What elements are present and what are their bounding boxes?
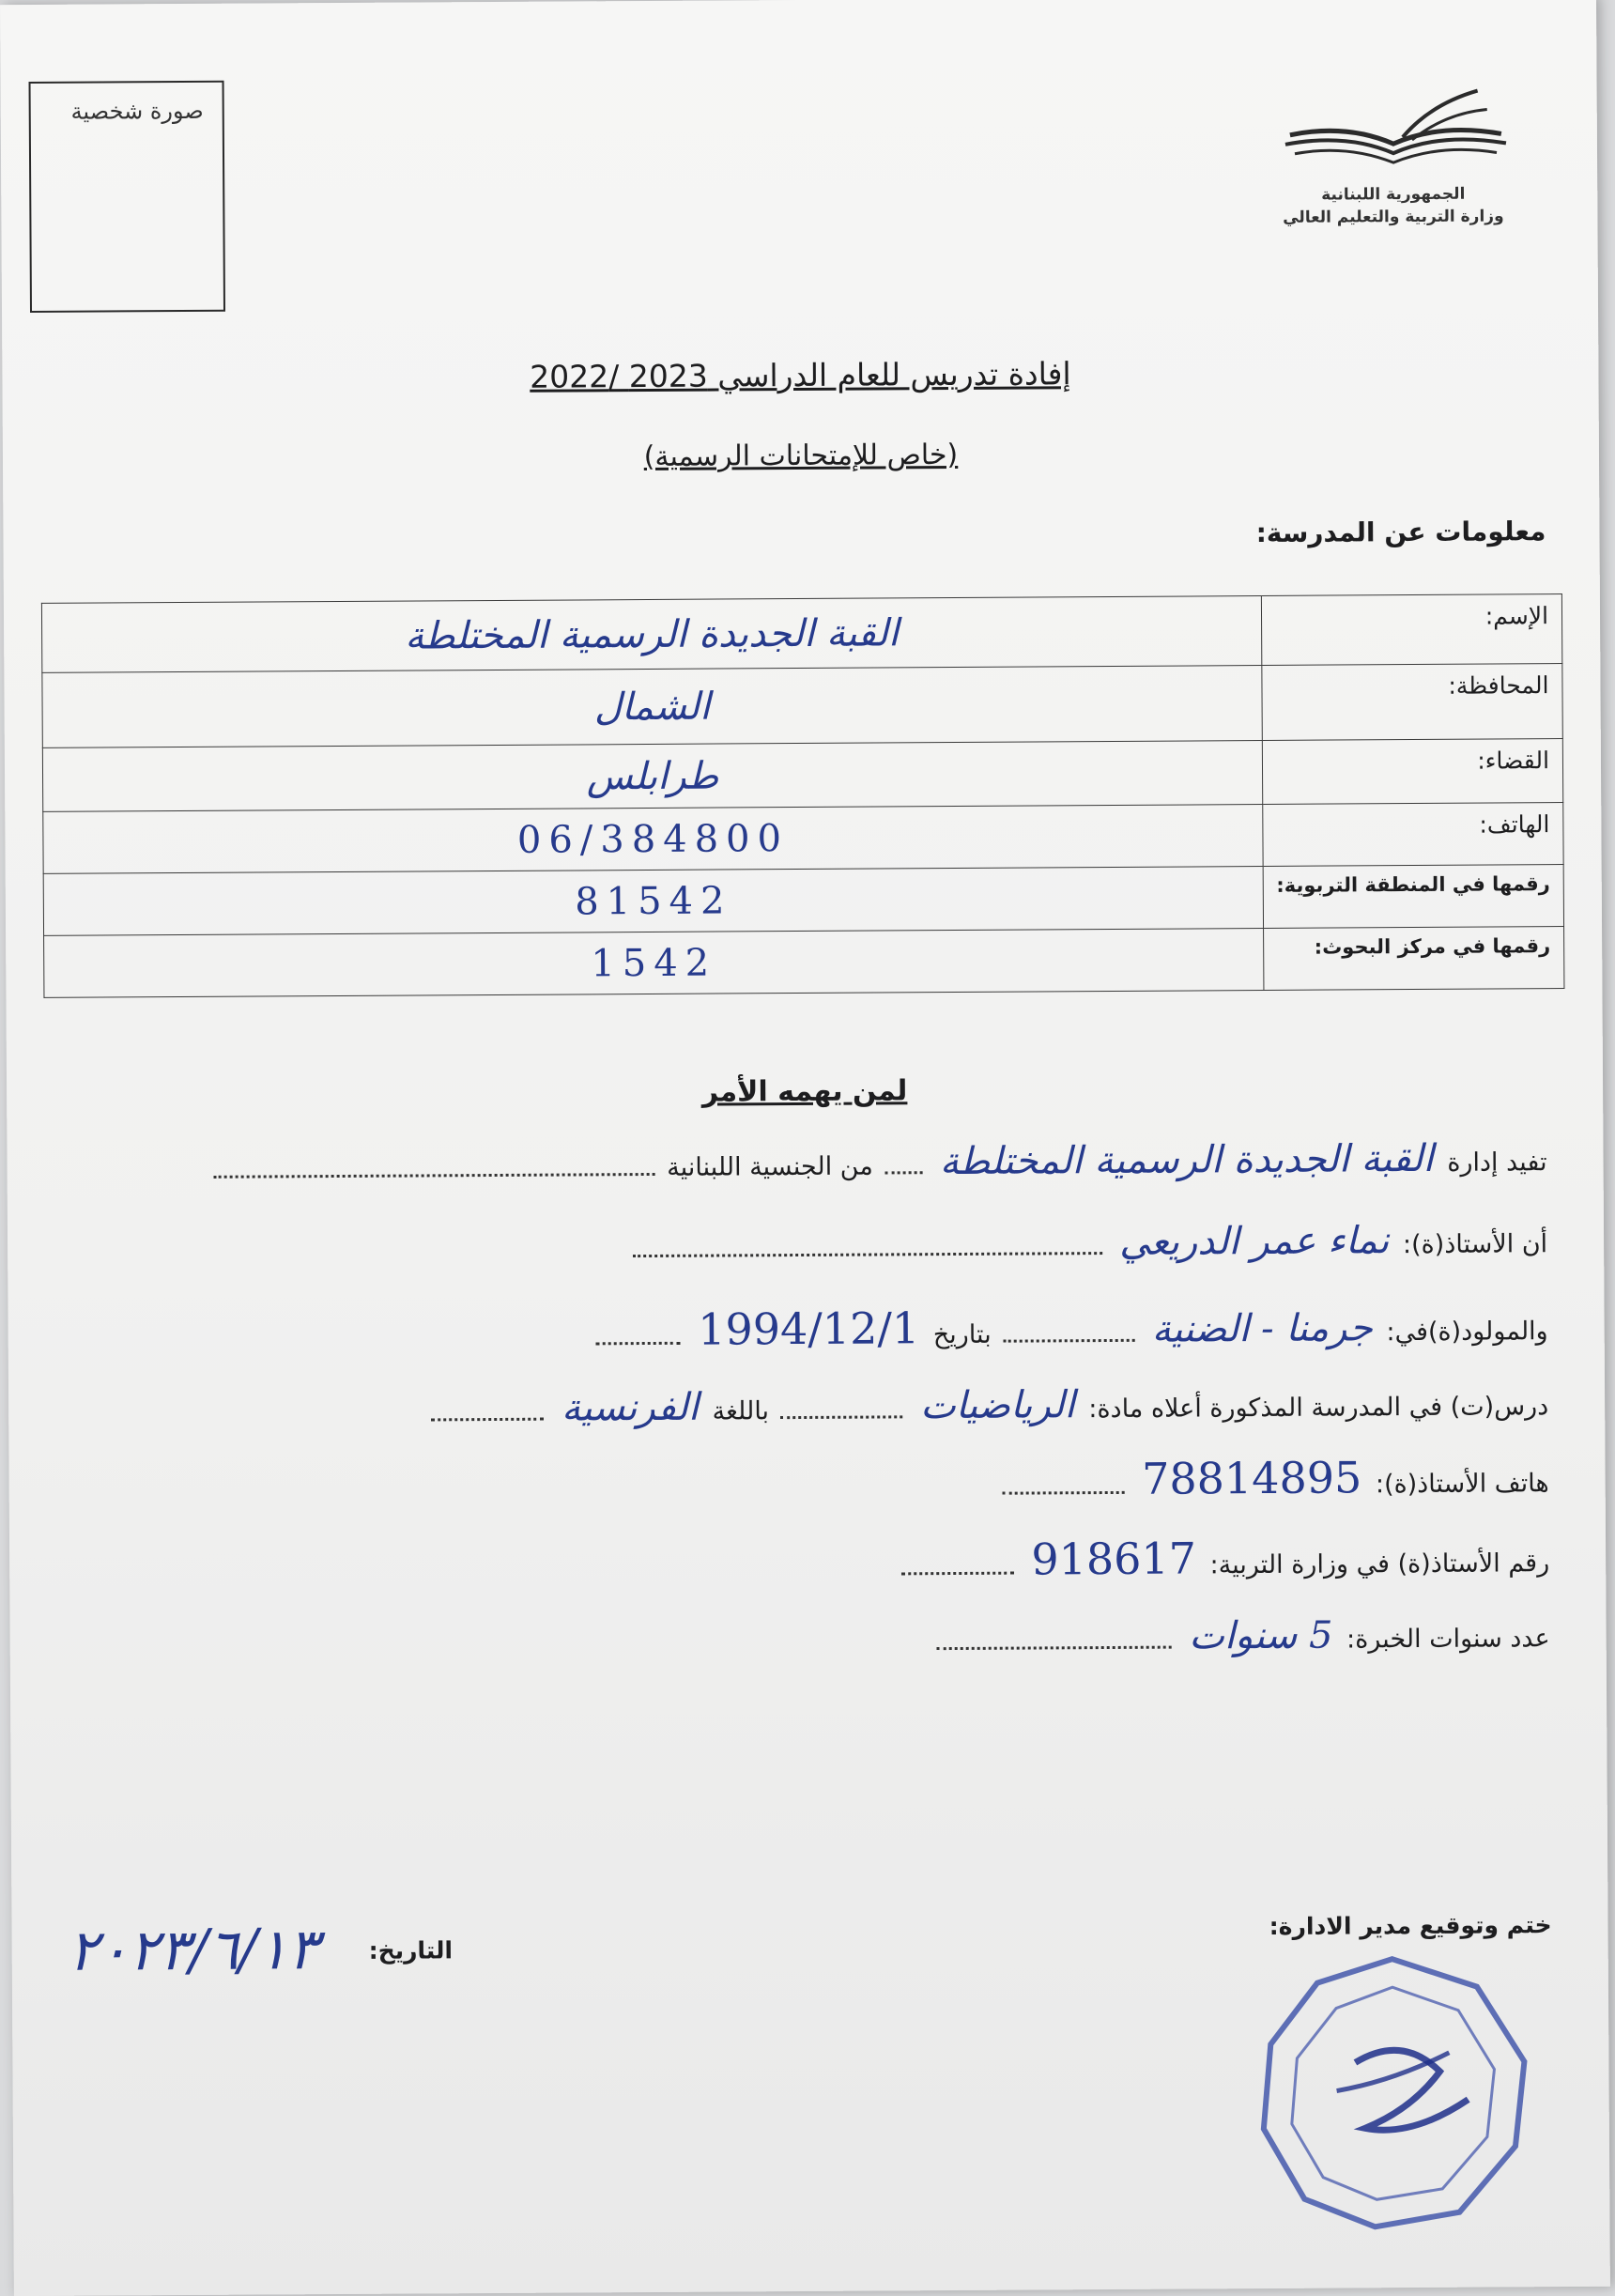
certificate-line-6 [898, 1531, 1550, 1585]
certificate-line-2 [628, 1218, 1547, 1267]
dotted-line [633, 1239, 1102, 1257]
line3-prefix: والمولود(ة)في: [1386, 1317, 1548, 1348]
table-cell-label: المحافظة: [1262, 664, 1562, 741]
document-title: إفادة تدريس للعام الدراسي 2023 /2022 [530, 355, 1071, 395]
birthplace-fill: جرمنا - الضنية [1151, 1306, 1373, 1351]
ministry-logo [1259, 85, 1528, 229]
line7-prefix: عدد سنوات الخبرة: [1346, 1624, 1550, 1655]
table-cell-value [43, 804, 1263, 873]
dotted-line [901, 1559, 1014, 1576]
subject-fill: الرياضيات [920, 1383, 1075, 1428]
dotted-line [431, 1405, 544, 1422]
to-whom-heading: لمن يهمه الأمر [701, 1074, 908, 1109]
certificate-line-7 [933, 1612, 1550, 1659]
research-center-number-value: 1542 [591, 941, 717, 985]
phone-value: 06/384800 [516, 816, 790, 862]
document-subtitle: (خاص للإمتحانات الرسمية) [643, 438, 959, 474]
district-value: طرابلس [586, 754, 719, 798]
certificate-line-1 [209, 1136, 1546, 1188]
dotted-line [884, 1158, 922, 1174]
table-cell-value [44, 928, 1264, 997]
table-cell-label: الهاتف: [1263, 803, 1563, 867]
book-logo-icon [1270, 85, 1515, 180]
dotted-line [937, 1633, 1172, 1651]
table-cell-value [43, 866, 1263, 935]
certificate-line-5 [998, 1451, 1548, 1505]
experience-years-fill: 5 سنوات [1189, 1613, 1333, 1658]
language-fill: الفرنسية [561, 1385, 700, 1430]
table-cell-label: رقمها في المنطقة التربوية: [1263, 865, 1563, 929]
signature-label: ختم وتوقيع مدير الادارة: [1269, 1911, 1552, 1940]
table-cell-value [42, 740, 1262, 811]
table-cell-value [41, 595, 1261, 672]
line4-middle: باللغة [712, 1396, 770, 1426]
table-cell-label: القضاء: [1262, 739, 1562, 805]
birthdate-fill: 1994/12/1 [698, 1302, 920, 1355]
line1-middle: من الجنسية اللبنانية [667, 1151, 873, 1182]
dotted-line [781, 1402, 903, 1419]
dotted-line [1003, 1478, 1125, 1495]
school-info-table [41, 593, 1565, 998]
line5-prefix: هاتف الأستاذ(ة): [1375, 1469, 1549, 1500]
table-row [42, 739, 1562, 812]
school-name-fill: القبة الجديدة الرسمية المختلطة [939, 1136, 1434, 1184]
teacher-name-fill: نماء عمر الدريعي [1119, 1219, 1390, 1264]
school-info-heading: معلومات عن المدرسة: [1255, 516, 1546, 549]
dotted-line [214, 1160, 655, 1179]
table-row [42, 664, 1562, 748]
line2-prefix: أن الأستاذ(ة): [1402, 1229, 1548, 1260]
table-row [43, 865, 1563, 936]
date-label: التاريخ: [368, 1936, 454, 1965]
line6-prefix: رقم الأستاذ(ة) في وزارة التربية: [1209, 1549, 1550, 1580]
official-stamp-icon [1252, 1949, 1535, 2232]
table-cell-value [42, 665, 1262, 747]
school-name-value: القبة الجديدة الرسمية المختلطة [405, 610, 900, 658]
ministry-number-fill: 918617 [1031, 1533, 1197, 1585]
photo-box [29, 81, 225, 313]
table-row [41, 594, 1561, 673]
line3-middle: بتاريخ [932, 1319, 992, 1350]
certificate-line-4 [427, 1380, 1548, 1430]
certificate-line-3 [592, 1299, 1548, 1355]
ministry-name: وزارة التربية والتعليم العالي [1283, 207, 1504, 227]
table-cell-label: الإسم: [1261, 594, 1561, 666]
table-row [44, 927, 1564, 998]
region-number-value: 81542 [575, 878, 732, 923]
table-row [43, 803, 1563, 874]
dotted-line [1003, 1326, 1134, 1343]
line4-prefix: درس(ت) في المدرسة المذكورة أعلاه مادة: [1088, 1392, 1549, 1425]
line1-prefix: تفيد إدارة [1447, 1148, 1547, 1178]
governorate-value: الشمال [593, 685, 711, 729]
table-cell-label: رقمها في مركز البحوث: [1264, 927, 1564, 991]
teacher-phone-fill: 78814895 [1141, 1452, 1362, 1504]
dotted-line [596, 1329, 681, 1346]
photo-label: صورة شخصية [70, 97, 204, 125]
country-name: الجمهورية اللبنانية [1321, 184, 1466, 205]
date-value: ٢٠٢٣/٦/١٣ [68, 1917, 318, 1984]
